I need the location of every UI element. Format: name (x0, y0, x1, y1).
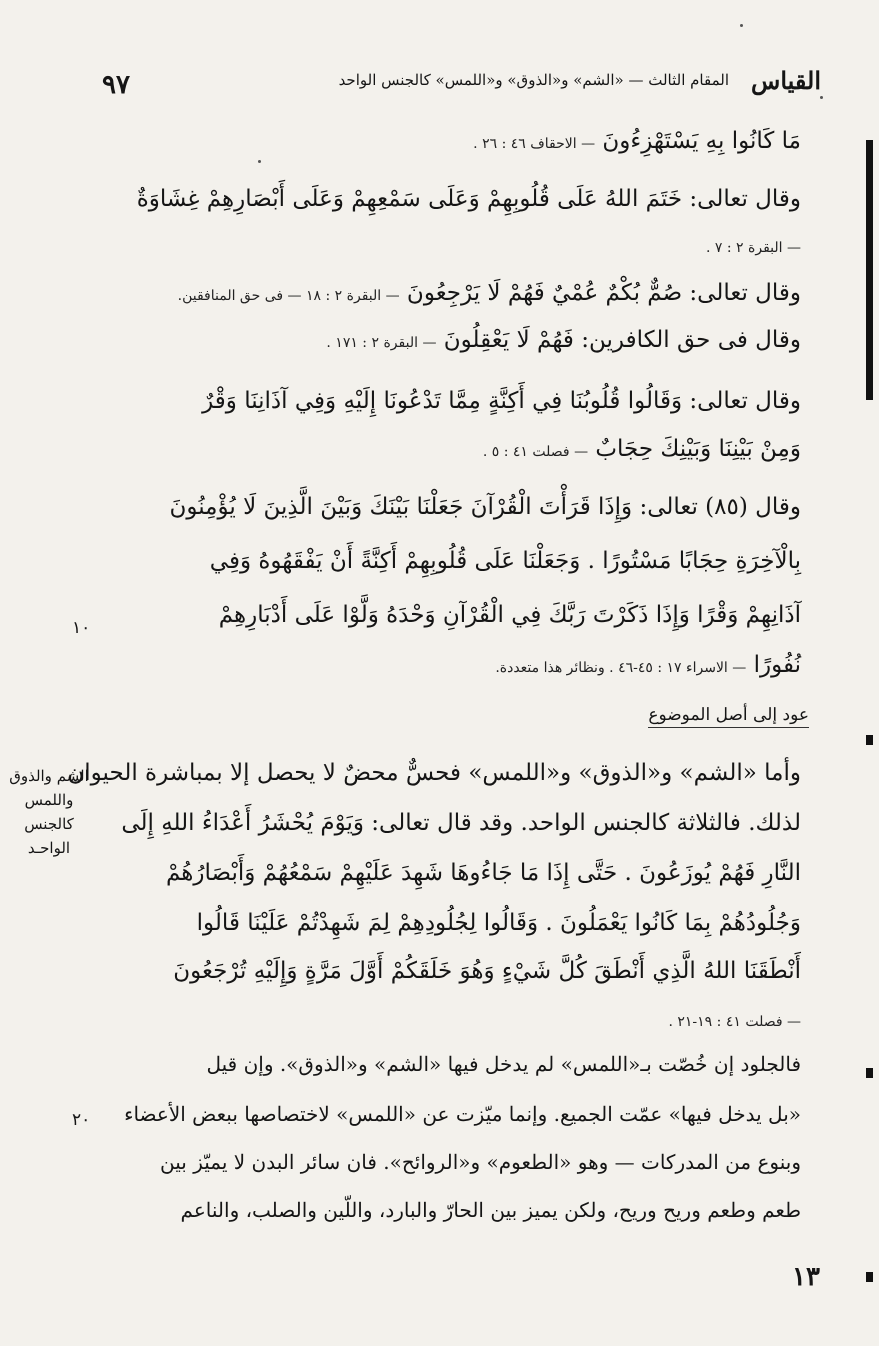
text-line: آذَانِهِمْ وَقْرًا وَإِذَا ذَكَرْتَ رَبَّكَ فِي الْقُرْآنِ وَحْدَهُ وَلَّوْا عَلَى أَدْبَارِهِمْ (218, 602, 801, 628)
text-line: — فصلت ٤١ : ١٩-٢١ . (668, 1014, 801, 1030)
signature-number: ١٣ (792, 1262, 820, 1292)
text-line: وأما «الشم» و«الذوق» و«اللمس» فحسٌّ محضٌ لا يحصل إلا بمباشرة الحيوان (67, 760, 801, 786)
section-title: عود إلى أصل الموضوع (648, 705, 809, 728)
text-line: وقال (٨٥) تعالى: وَإِذَا قَرَأْتَ الْقُرْآنَ جَعَلْنَا بَيْنَكَ وَبَيْنَ الَّذِينَ لَا يُؤْمِنُونَ (169, 494, 801, 520)
scan-speck (258, 160, 261, 163)
scan-edge-mark (866, 1272, 873, 1282)
running-subtitle: المقام الثالث — «الشم» و«الذوق» و«اللمس» كالجنس الواحد (338, 71, 729, 89)
scan-edge-mark (866, 140, 873, 400)
text-line: وقال تعالى: صُمٌّ بُكْمٌ عُمْيٌ فَهُمْ لَا يَرْجِعُونَ — البقرة ٢ : ١٨ — فى حق المنافقين. (177, 280, 801, 306)
scan-speck (820, 96, 823, 99)
paragraph-line: «بل يدخل فيها» عمّت الجميع. وإنما ميّزت عن «اللمس» لاختصاصها ببعض الأعضاء (124, 1102, 801, 1126)
paragraph-line: طعم وطعم وريح وريح، ولكن يميز بين الحارّ والبارد، واللّين والصلب، والناعم (180, 1198, 801, 1222)
line-number-20: ٢٠ (72, 1110, 91, 1130)
running-title: القياس (751, 66, 821, 95)
text-line: وقال تعالى: خَتَمَ اللهُ عَلَى قُلُوبِهِمْ وَعَلَى سَمْعِهِمْ وَعَلَى أَبْصَارِهِمْ غِشَاوَةٌ (136, 186, 801, 212)
paragraph-line: فالجلود إن خُصّت بـ«اللمس» لم يدخل فيها «الشم» و«الذوق». وإن قيل (206, 1052, 801, 1076)
text-line: نُفُورًا — الاسراء ١٧ : ٤٥-٤٦ . ونظائر هذا متعددة. (495, 652, 801, 678)
scan-edge-mark (866, 378, 873, 388)
scan-speck (740, 24, 743, 27)
paragraph-line: وبنوع من المدركات — وهو «الطعوم» و«الروائح». فان سائر البدن لا يميّز بين (160, 1150, 801, 1174)
text-line: وقال فى حق الكافرين: فَهُمْ لَا يَعْقِلُونَ — البقرة ٢ : ١٧١ . (326, 327, 801, 353)
page-number: ٩٧ (102, 70, 130, 100)
text-line: النَّارِ فَهُمْ يُوزَعُونَ . حَتَّى إِذَا مَا جَاءُوهَا شَهِدَ عَلَيْهِمْ سَمْعُهُمْ وَأَبْصَارُهُمْ (165, 860, 801, 886)
text-line: وَجُلُودُهُمْ بِمَا كَانُوا يَعْمَلُونَ . وَقَالُوا لِجُلُودِهِمْ لِمَ شَهِدْتُمْ عَلَيْنَا قَالُوا (196, 910, 801, 936)
text-line: وقال تعالى: وَقَالُوا قُلُوبُنَا فِي أَكِنَّةٍ مِمَّا تَدْعُونَا إِلَيْهِ وَفِي آذَانِنَا وَقْرٌ (202, 388, 801, 414)
text-line: مَا كَانُوا بِهِ يَسْتَهْزِءُونَ — الاحقاف ٤٦ : ٢٦ . (473, 128, 801, 154)
text-line: وَمِنْ بَيْنِنَا وَبَيْنِكَ حِجَابٌ — فصلت ٤١ : ٥ . (482, 436, 801, 462)
text-line: بِالْآخِرَةِ حِجَابًا مَسْتُورًا . وَجَعَلْنَا عَلَى قُلُوبِهِمْ أَكِنَّةً أَنْ يَفْقَهُوهُ وَفِي (209, 548, 801, 574)
margin-note: الشم والذوق واللمس كالجنس الواحـد (9, 767, 89, 857)
text-line: أَنْطَقَنَا اللهُ الَّذِي أَنْطَقَ كُلَّ شَيْءٍ وَهُوَ خَلَقَكُمْ أَوَّلَ مَرَّةٍ وَإِلَيْهِ تُرْجَعُونَ (173, 958, 801, 984)
text-line: — البقرة ٢ : ٧ . (705, 240, 801, 256)
text-line: لذلك. فالثلاثة كالجنس الواحد. وقد قال تعالى: وَيَوْمَ يُحْشَرُ أَعْدَاءُ اللهِ إِلَى (121, 810, 801, 836)
scan-edge-mark (866, 735, 873, 745)
line-number-10: ١٠ (72, 618, 91, 638)
scan-edge-mark (866, 1068, 873, 1078)
